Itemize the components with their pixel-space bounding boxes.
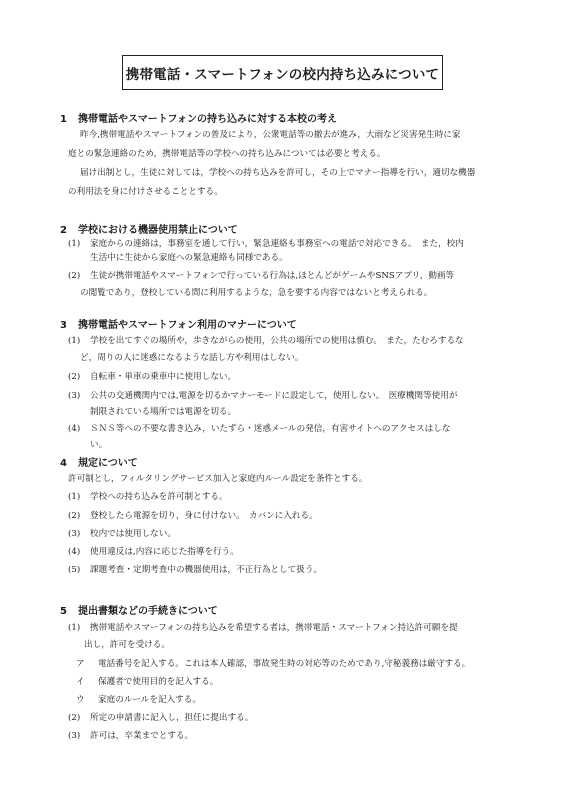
- list-item: [68, 528, 176, 540]
- item-marker: (4): [68, 547, 81, 557]
- paragraph-line: の利用法を身に付けさせることとする。: [68, 187, 223, 197]
- item-marker: (2): [68, 271, 81, 281]
- list-item: [68, 712, 253, 724]
- item-text: 学校への持ち込みを許可制とする。: [90, 492, 228, 502]
- list-item: [76, 658, 470, 670]
- item-marker: ア: [76, 659, 85, 669]
- section-title: 携帯電話やスマートフォンの持ち込みに対する本校の考え: [78, 114, 337, 125]
- paragraph-line: 届け出制とし，生徒に対しては，学校への持ち込みを許可し，その上でマナー指導を行い，適切な機器: [80, 168, 476, 178]
- item-text: 校内では使用しない。: [90, 529, 176, 539]
- list-item: [68, 730, 193, 742]
- list-item: [68, 335, 464, 347]
- list-item: [76, 694, 201, 706]
- section-number: 4: [60, 458, 67, 469]
- list-item: [68, 491, 228, 503]
- item-marker: (5): [68, 565, 81, 575]
- list-item: [68, 270, 454, 282]
- item-text: 生徒が携帯電話やスマートフォンで行っている行為は,ほとんどがゲームやSNSアプリ，動画等: [90, 271, 455, 281]
- item-marker: (2): [68, 713, 81, 723]
- section-number: 1: [60, 114, 67, 125]
- item-marker: (1): [68, 623, 81, 633]
- paragraph-line: 生活中に生徒から家庭への緊急連絡も同様である。: [90, 253, 288, 263]
- list-item: [68, 622, 458, 634]
- document-title: 携帯電話・スマートフォンの校内持ち込みについて: [122, 55, 443, 90]
- item-marker: (2): [68, 372, 81, 382]
- section-number: 2: [60, 225, 67, 236]
- list-item: [68, 510, 318, 522]
- section-3-heading: [60, 316, 297, 331]
- item-marker: (3): [68, 731, 81, 741]
- item-text: 電話番号を記入する。これは本人確認，事故発生時の対応等のためであり,守秘義務は厳守する。: [98, 659, 471, 669]
- item-marker: イ: [76, 677, 85, 687]
- item-marker: (1): [68, 492, 81, 502]
- section-number: 3: [60, 320, 67, 331]
- section-title: 携帯電話やスマートフォン利用のマナーについて: [78, 320, 297, 331]
- item-marker: (3): [68, 391, 81, 401]
- paragraph-line: ど，周りの人に迷惑になるような話し方や利用はしない。: [80, 353, 304, 363]
- paragraph-line: 制限されている場所では電源を切る。: [90, 407, 237, 417]
- item-marker: ウ: [76, 695, 85, 705]
- item-text: 家庭のルールを記入する。: [98, 695, 201, 705]
- item-marker: (1): [68, 336, 81, 346]
- section-number: 5: [60, 606, 67, 617]
- list-item: [68, 423, 450, 435]
- list-item: [68, 371, 236, 383]
- item-text: 許可は，卒業までとする。: [90, 731, 194, 741]
- paragraph-line: い。: [90, 440, 108, 450]
- section-4-heading: [60, 454, 138, 469]
- list-item: [68, 238, 464, 250]
- section-title: 学校における機器使用禁止について: [78, 225, 238, 236]
- paragraph-line: 許可制とし，フィルタリングサービス加入と家庭内ルール設定を条件とする。: [68, 474, 368, 484]
- list-item: [68, 546, 239, 558]
- list-item: [76, 676, 218, 688]
- item-text: 学校を出てすぐの場所や，歩きながらの使用，公共の場所での使用は慎む。 また，たむろするな: [90, 336, 464, 346]
- section-2-heading: [60, 221, 238, 236]
- section-1-heading: [60, 110, 337, 125]
- paragraph-line: の閲覧であり，登校している間に利用するような，急を要する内容ではないと考えられる。: [80, 288, 433, 298]
- list-item: [68, 390, 457, 402]
- section-5-heading: [60, 602, 218, 617]
- item-text: 自転車・単車の乗車中に使用しない。: [90, 372, 237, 382]
- item-text: 保護者で使用目的を記入する。: [98, 677, 219, 687]
- item-text: 使用違反は,内容に応じた指導を行う。: [90, 547, 239, 557]
- item-text: 課題考査・定期考査中の機器使用は，不正行為として扱う。: [90, 565, 323, 575]
- item-marker: (3): [68, 529, 81, 539]
- item-text: ＳＮＳ等への不要な書き込み，いたずら・迷惑メールの発信，有害サイトへのアクセスはしな: [90, 424, 451, 434]
- item-text: 所定の申請書に記入し，担任に提出する。: [90, 713, 254, 723]
- paragraph-line: 庭との緊急連絡のため，携帯電話等の学校への持ち込みについては必要と考える。: [68, 149, 386, 159]
- item-text: 家庭からの連絡は，事務室を通して行い，緊急連絡も事務室への電話で対応できる。 また，校内: [90, 239, 464, 249]
- item-marker: (4): [68, 424, 81, 434]
- item-text: 携帯電話やスマーフォンの持ち込みを希望する者は，携帯電話・スマートフォン持込許可願を提: [90, 623, 458, 633]
- item-text: 登校したら電源を切り，身に付けない。 カバンに入れる。: [90, 511, 318, 521]
- list-item: [68, 564, 322, 576]
- item-marker: (1): [68, 239, 81, 249]
- section-title: 規定について: [78, 458, 138, 469]
- paragraph-line: 昨今,携帯電話やスマートフォンの普及により，公衆電話等の撤去が進み，大雨など災害発生時に家: [80, 130, 461, 140]
- paragraph-line: 出し，許可を受ける。: [84, 640, 170, 650]
- item-text: 公共の交通機関内では,電源を切るかマナーモードに設定して，使用しない。 医療機関等使用が: [90, 391, 458, 401]
- section-title: 提出書類などの手続きについて: [78, 606, 218, 617]
- item-marker: (2): [68, 511, 81, 521]
